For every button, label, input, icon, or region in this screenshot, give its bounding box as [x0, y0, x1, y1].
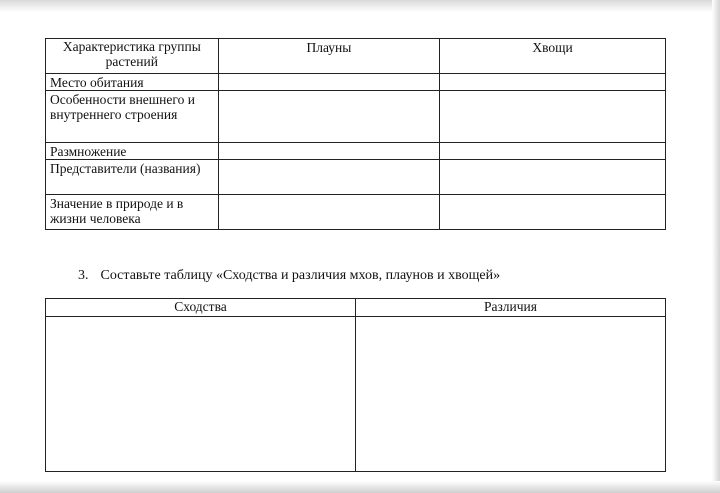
table-row: [46, 91, 666, 143]
row-label-structure: Особенности внешнего и внутреннего строения: [46, 91, 219, 143]
similarities-differences-table: [45, 298, 666, 472]
row-label-habitat: Место обитания: [46, 74, 219, 91]
cell-lycopods-habitat[interactable]: [218, 74, 439, 91]
cell-horsetails-reproduction[interactable]: [440, 143, 666, 160]
row-label-importance: Значение в природе и в жизни человека: [46, 195, 219, 230]
row-label-representatives: Представители (названия): [46, 160, 219, 195]
header-similarities: Сходства: [46, 299, 356, 317]
task-number: 3.: [78, 268, 89, 283]
table-header-row: [46, 299, 666, 317]
cell-lycopods-representatives[interactable]: [218, 160, 439, 195]
page-shadow-bottom: [0, 481, 720, 493]
cell-horsetails-representatives[interactable]: [440, 160, 666, 195]
header-lycopods: Плауны: [218, 39, 439, 74]
cell-horsetails-structure[interactable]: [440, 91, 666, 143]
cell-lycopods-reproduction[interactable]: [218, 143, 439, 160]
header-differences: Различия: [355, 299, 665, 317]
task-text: Составьте таблицу «Сходства и различия мхов, плаунов и хвощей»: [100, 268, 501, 283]
cell-horsetails-habitat[interactable]: [440, 74, 666, 91]
table-row: [46, 74, 666, 91]
cell-lycopods-importance[interactable]: [218, 195, 439, 230]
task-3-instruction: [78, 268, 500, 284]
header-characteristic: Характеристика группы растений: [46, 39, 219, 74]
plant-characteristics-table: [45, 38, 666, 230]
table-header-row: [46, 39, 666, 74]
cell-lycopods-structure[interactable]: [218, 91, 439, 143]
cell-horsetails-importance[interactable]: [440, 195, 666, 230]
page-shadow-top: [0, 0, 720, 12]
cell-similarities[interactable]: [46, 317, 356, 472]
row-label-reproduction: Размножение: [46, 143, 219, 160]
page-shadow-right: [712, 0, 720, 493]
table-row: [46, 195, 666, 230]
table-row: [46, 160, 666, 195]
table-row: [46, 317, 666, 472]
table-row: [46, 143, 666, 160]
cell-differences[interactable]: [355, 317, 665, 472]
header-horsetails: Хвощи: [440, 39, 666, 74]
